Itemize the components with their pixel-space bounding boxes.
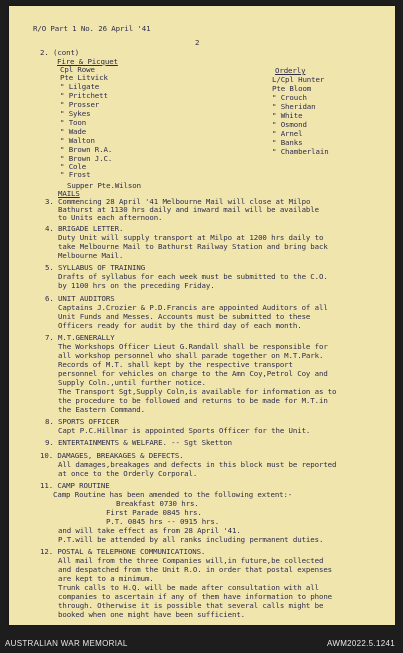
doc-line: " Pritchett [60, 91, 108, 100]
doc-line: the procedure to be followed and returns to be made for M.T.in [58, 396, 328, 405]
doc-line: " Lilgate [60, 82, 100, 91]
doc-line: " Wade [60, 127, 87, 136]
doc-line: Breakfast 0730 hrs. [116, 499, 199, 508]
footer-institution: AUSTRALIAN WAR MEMORIAL [5, 639, 128, 648]
doc-line: " Walton [60, 136, 95, 145]
doc-line: companies to ascertain if any of them have information to phone [58, 592, 333, 601]
doc-line: Officers ready for audit by the third day of each month. [58, 321, 302, 330]
archive-footer [0, 630, 403, 653]
doc-line: by 1100 hrs on the preceding Friday. [58, 281, 215, 290]
doc-line: " Brown R.A. [60, 145, 113, 154]
doc-line: " Arnel [272, 129, 303, 138]
doc-line: L/Cpl Hunter [272, 75, 325, 84]
document-page [9, 6, 395, 625]
doc-line: " Brown J.C. [60, 154, 113, 163]
doc-line: 3. Commencing 28 April '41 Melbourne Mail will close at Milpo [45, 197, 311, 206]
doc-line: 4. BRIGADE LETTER. [45, 224, 124, 233]
doc-line: Pte Litvick [60, 73, 108, 82]
doc-line: 7. M.T.GENERALLY [45, 333, 115, 342]
doc-line: " Frost [60, 170, 91, 179]
doc-line: 9. ENTERTAINMENTS & WELFARE. -- Sgt Sketton [45, 438, 233, 447]
doc-line: " White [272, 111, 303, 120]
doc-line: at once to the Orderly Corporal. [58, 469, 198, 478]
page-number: 2 [195, 38, 200, 47]
doc-line: Orderly [275, 66, 306, 75]
doc-line: Captains J.Crozier & P.D.Francis are appointed Auditors of all [58, 303, 328, 312]
doc-line: P.T. 0845 hrs -- 0915 hrs. [106, 517, 220, 526]
doc-line: 11. CAMP ROUTINE [40, 481, 110, 490]
doc-line: Cpl Rowe [60, 65, 95, 74]
doc-line: Melbourne Mail. [58, 251, 124, 260]
doc-line: " Crouch [272, 93, 307, 102]
doc-line: Unit Funds and Messes. Accounts must be submitted to these [58, 312, 311, 321]
doc-line: the Eastern Command. [58, 405, 145, 414]
doc-line: " Sykes [60, 109, 91, 118]
doc-line: Camp Routine has been amended to the following extent:- [53, 490, 293, 499]
doc-line: P.T.will be attended by all ranks including permanent duties. [58, 535, 324, 544]
doc-line: are kept to a minimum. [58, 574, 154, 583]
doc-line: take Melbourne Mail to Bathurst Railway Station and bring back [58, 242, 328, 251]
doc-line: personnel for vehicles on charge to the Amn Coy,Petrol Coy and [58, 369, 328, 378]
doc-line: Records of M.T. shall kept by the respective transport [58, 360, 293, 369]
doc-line: " Sheridan [272, 102, 316, 111]
doc-line: 8. SPORTS OFFICER [45, 417, 119, 426]
document-header: R/O Part 1 No. 26 April '41 [33, 24, 151, 33]
doc-line: and will take effect as from 28 April '41. [58, 526, 241, 535]
doc-line: Supply Coln.,until further notice. [58, 378, 206, 387]
doc-line: Duty Unit will supply transport at Milpo at 1200 hrs daily to [58, 233, 324, 242]
doc-line: All damages,breakages and defects in this block must be reported [58, 460, 337, 469]
doc-line: The Transport Sgt,Supply Coln,is available for information as to [58, 387, 337, 396]
doc-line: and despatched from the Unit R.O. in order that postal expenses [58, 565, 333, 574]
doc-line: First Parade 0845 hrs. [106, 508, 202, 517]
doc-line: Trunk calls to H.Q. will be made after consultation with all [58, 583, 319, 592]
doc-line: Pte Bloom [272, 84, 312, 93]
doc-line: MAILS [58, 189, 80, 198]
doc-line: all workshop personnel who shall parade together on M.T.Park. [58, 351, 324, 360]
doc-line: " Prosser [60, 100, 100, 109]
doc-line: Capt P.C.Hillmar is appointed Sports Officer for the Unit. [58, 426, 311, 435]
doc-line: 2. (cont) [40, 48, 80, 57]
doc-line: " Banks [272, 138, 303, 147]
doc-line: Fire & Picquet [57, 57, 118, 66]
doc-line: Drafts of syllabus for each week must be submitted to the C.O. [58, 272, 328, 281]
doc-line: to Units each afternoon. [58, 213, 163, 222]
doc-line: 6. UNIT AUDITORS [45, 294, 115, 303]
doc-line: 10. DAMAGES, BREAKAGES & DEFECTS. [40, 451, 184, 460]
doc-line: The Workshops Officer Lieut G.Randall shall be responsible for [58, 342, 328, 351]
doc-line: All mail from the three Companies will,in future,be collected [58, 556, 324, 565]
doc-line: " Toon [60, 118, 87, 127]
doc-line: booked when one might have been sufficient. [58, 610, 246, 619]
doc-line: " Cole [60, 162, 87, 171]
doc-line: through. Otherwise it is possible that several calls might be [58, 601, 324, 610]
footer-reference: AWM2022.5.1241 [327, 639, 395, 648]
doc-line: Supper Pte.Wilson [67, 181, 141, 190]
doc-line: Bathurst at 1130 hrs daily and inward mail will be available [58, 205, 319, 214]
doc-line: 5. SYLLABUS OF TRAINING [45, 263, 146, 272]
doc-line: " Chamberlain [272, 147, 329, 156]
doc-line: " Osmond [272, 120, 307, 129]
doc-line: 12. POSTAL & TELEPHONE COMMUNICATIONS. [40, 547, 206, 556]
